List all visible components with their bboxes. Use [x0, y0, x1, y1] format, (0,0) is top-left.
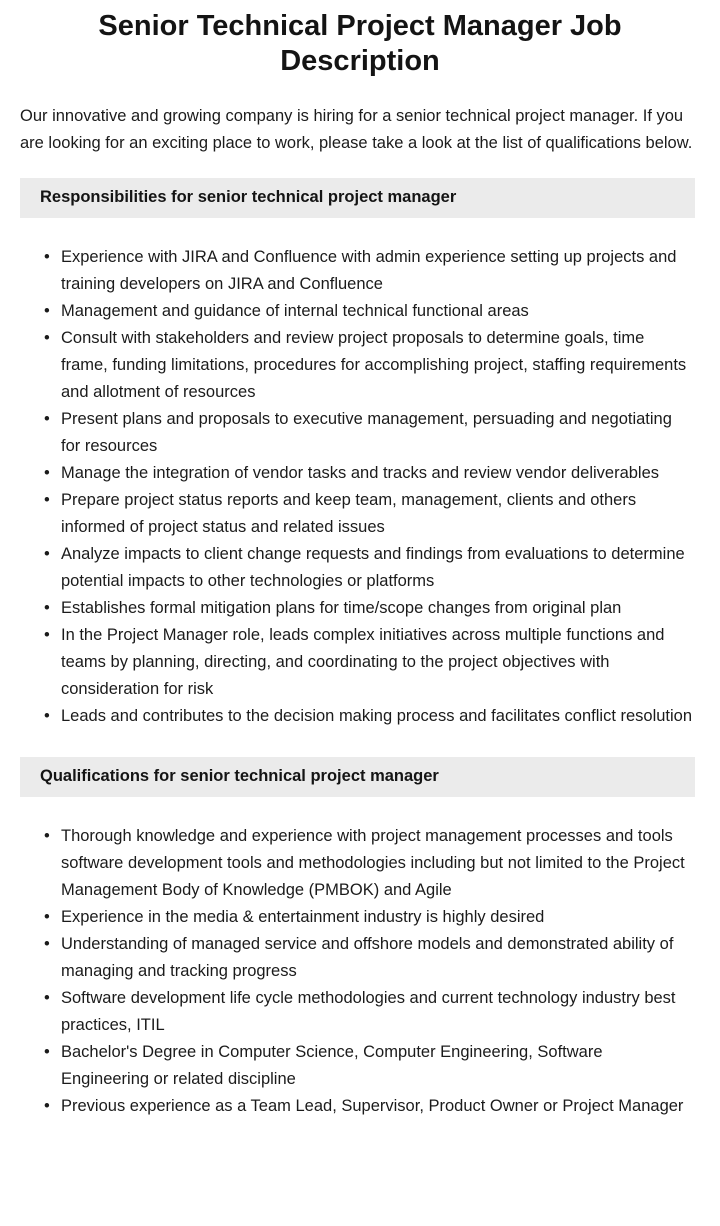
- list-item: • Software development life cycle methodologies and current technology industry best practices, ITIL: [20, 985, 695, 1039]
- list-item: • Experience with JIRA and Confluence with admin experience setting up projects and training developers on JIRA and Confluence: [20, 244, 695, 298]
- list-item: • Establishes formal mitigation plans for time/scope changes from original plan: [20, 595, 695, 622]
- section-header-responsibilities: Responsibilities for senior technical project manager: [20, 178, 695, 218]
- list-item: • Leads and contributes to the decision making process and facilitates conflict resolution: [20, 703, 695, 730]
- page-title: Senior Technical Project Manager Job Description: [98, 10, 622, 77]
- list-item: • Thorough knowledge and experience with project management processes and tools software development tools and methodologies including but not limited to the Project Management Body of Knowledge (PMBOK) and Agile: [20, 823, 695, 904]
- responsibilities-list: [20, 244, 695, 730]
- list-item: • Present plans and proposals to executive management, persuading and negotiating for resources: [20, 406, 695, 460]
- list-item: • Management and guidance of internal technical functional areas: [20, 298, 695, 325]
- list-item: • Bachelor's Degree in Computer Science, Computer Engineering, Software Engineering or related discipline: [20, 1039, 695, 1093]
- list-item: • Manage the integration of vendor tasks and tracks and review vendor deliverables: [20, 460, 695, 487]
- list-item: • In the Project Manager role, leads complex initiatives across multiple functions and teams by planning, directing, and coordinating to the project objectives with consideration for risk: [20, 622, 695, 703]
- list-item: • Experience in the media & entertainment industry is highly desired: [20, 904, 695, 931]
- qualifications-list: [20, 823, 695, 1120]
- list-item: • Previous experience as a Team Lead, Supervisor, Product Owner or Project Manager: [20, 1093, 695, 1120]
- list-item: • Analyze impacts to client change requests and findings from evaluations to determine potential impacts to other technologies or platforms: [20, 541, 695, 595]
- intro-paragraph: Our innovative and growing company is hiring for a senior technical project manager. If you are looking for an exciting place to work, please take a look at the list of qualifications below.: [20, 107, 693, 152]
- list-item: • Understanding of managed service and offshore models and demonstrated ability of managing and tracking progress: [20, 931, 695, 985]
- section-header-qualifications: Qualifications for senior technical project manager: [20, 757, 695, 797]
- list-item: • Consult with stakeholders and review project proposals to determine goals, time frame, funding limitations, procedures for accomplishing project, staffing requirements and allotment of resources: [20, 325, 695, 406]
- list-item: • Prepare project status reports and keep team, management, clients and others informed of project status and related issues: [20, 487, 695, 541]
